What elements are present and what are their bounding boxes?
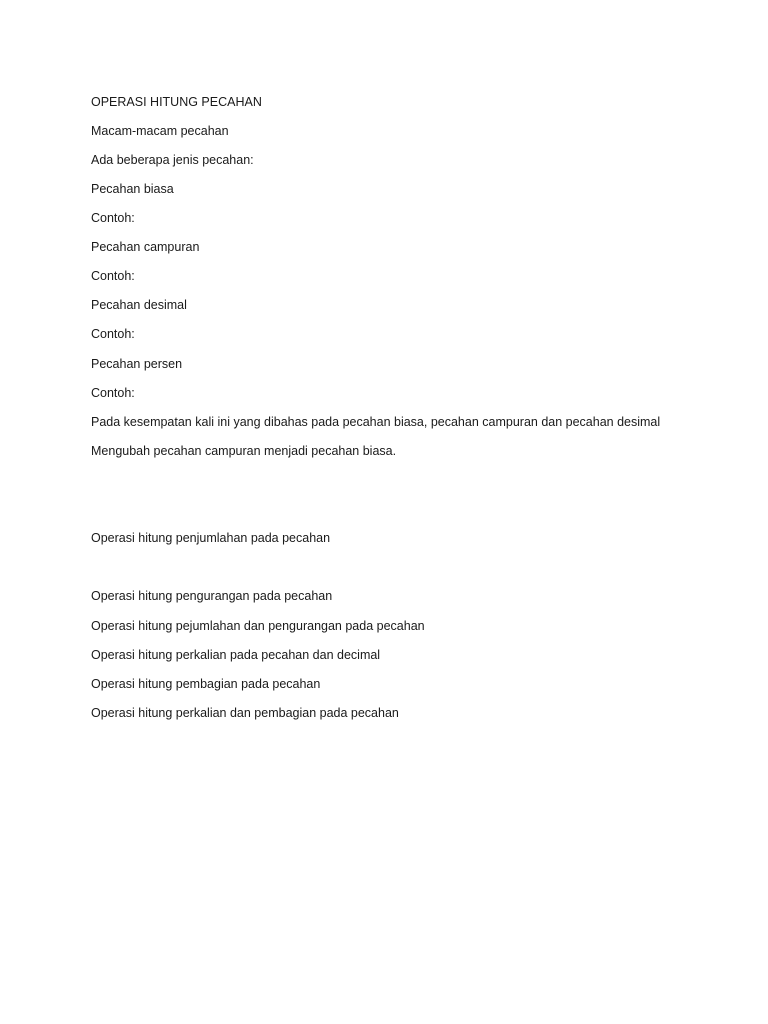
text-line: Pecahan campuran	[91, 240, 200, 254]
text-line: Operasi hitung pengurangan pada pecahan	[91, 589, 333, 603]
text-line: Contoh:	[91, 327, 135, 341]
text-line: Operasi hitung perkalian dan pembagian pada pecahan	[91, 706, 399, 720]
text-line: Operasi hitung pejumlahan dan pengurangan pada pecahan	[91, 619, 425, 633]
text-line: Mengubah pecahan campuran menjadi pecahan biasa.	[91, 444, 397, 458]
text-line: Contoh:	[91, 211, 135, 225]
text-line: Macam-macam pecahan	[91, 124, 229, 138]
text-line: Ada beberapa jenis pecahan:	[91, 153, 254, 167]
text-line: Contoh:	[91, 386, 135, 400]
text-line: Operasi hitung penjumlahan pada pecahan	[91, 531, 331, 545]
text-line: Operasi hitung perkalian pada pecahan dan decimal	[91, 648, 381, 662]
document-title: OPERASI HITUNG PECAHAN	[91, 95, 262, 109]
text-line: Pecahan persen	[91, 357, 183, 371]
text-line: Pada kesempatan kali ini yang dibahas pada pecahan biasa, pecahan campuran dan pecahan desimal	[91, 415, 661, 429]
text-line: Pecahan biasa	[91, 182, 174, 196]
text-line: Pecahan desimal	[91, 298, 187, 312]
text-line: Contoh:	[91, 269, 135, 283]
text-line: Operasi hitung pembagian pada pecahan	[91, 677, 321, 691]
